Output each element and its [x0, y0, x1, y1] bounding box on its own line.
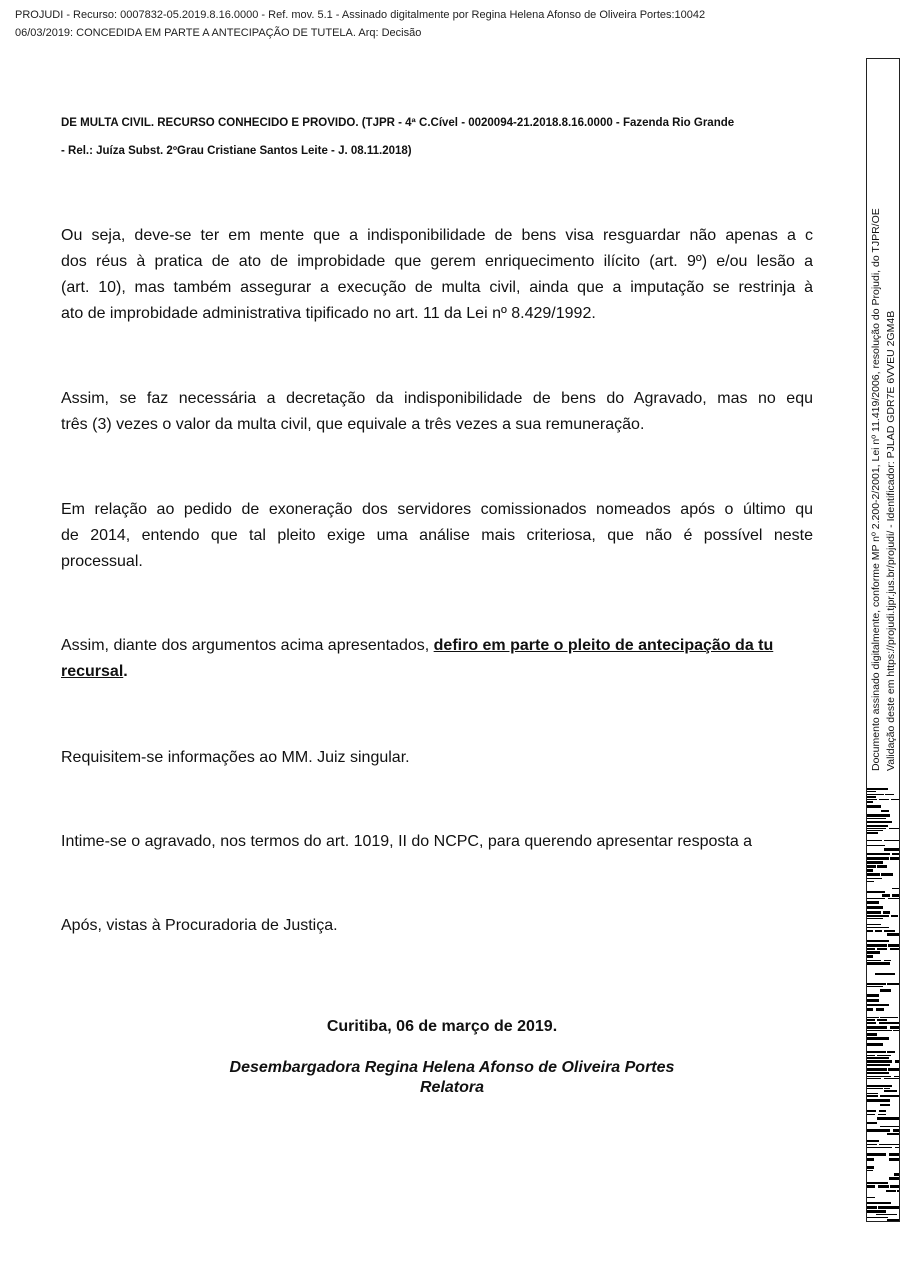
barcode-bar [867, 951, 880, 954]
barcode-bar [889, 1177, 899, 1180]
barcode-bar [867, 955, 873, 958]
paragraph-line: ato de improbidade administrativa tipificado no art. 11 da Lei nº 8.429/1992. [61, 305, 596, 322]
barcode-bar [867, 1110, 876, 1112]
citation-line-2: - Rel.: Juíza Subst. 2ºGrau Cristiane Santos Leite - J. 08.11.2018) [61, 145, 412, 157]
barcode-bar [888, 1068, 899, 1071]
barcode-bar [867, 1033, 877, 1036]
barcode-bar [867, 915, 889, 917]
barcode-bar [878, 1114, 886, 1115]
barcode-bar [867, 986, 883, 987]
barcode-bar [867, 901, 879, 904]
barcode-bar [867, 1022, 876, 1024]
barcode-bar [876, 1214, 897, 1215]
header-line-1: PROJUDI - Recurso: 0007832-05.2019.8.16.0000 - Ref. mov. 5.1 - Assinado digitalmente por Regina Helena Afonso de Oliveira Portes:10042 [15, 9, 706, 21]
barcode-bar [867, 794, 884, 795]
barcode-bar [884, 1088, 890, 1089]
paragraph-6 [61, 829, 813, 855]
barcode-bar [867, 924, 881, 925]
barcode-bar [879, 799, 889, 800]
barcode-bar [890, 948, 899, 950]
paragraph-line: (art. 10), mas também assegurar a execução de multa civil, ainda que a imputação se restrinja à [61, 279, 813, 296]
barcode-bar [876, 1008, 884, 1011]
barcode-bar [867, 906, 883, 909]
barcode-bar [867, 1037, 889, 1040]
barcode-bar [867, 1088, 883, 1089]
decision-suffix: . [123, 663, 128, 680]
barcode-bar [867, 1093, 878, 1094]
barcode-bar [895, 1060, 899, 1063]
barcode-bar [879, 1144, 899, 1145]
barcode-bar [877, 865, 887, 868]
barcode-bar [867, 918, 883, 919]
paragraph-line [61, 659, 813, 685]
barcode-bar [867, 881, 874, 882]
decision-bold-2: recursal [61, 663, 124, 680]
barcode-bar [889, 1158, 899, 1161]
barcode-bar [867, 1043, 883, 1046]
barcode-bar [875, 930, 882, 932]
barcode-bar [888, 898, 899, 899]
barcode-bar [867, 814, 890, 817]
barcode-bar [867, 818, 886, 819]
barcode-bar [867, 1076, 891, 1077]
barcode-bar [884, 1078, 899, 1079]
barcode-bar [879, 1110, 886, 1112]
barcode-bar [867, 1153, 886, 1156]
paragraph-7 [61, 913, 813, 939]
barcode-bar [880, 1095, 899, 1097]
barcode-bar [867, 1144, 877, 1145]
barcode-bar [886, 1190, 896, 1192]
barcode-bar [867, 865, 876, 868]
barcode-bar [867, 1055, 875, 1056]
barcode-bar [867, 962, 890, 965]
barcode-bar [887, 1051, 895, 1053]
place-date: Curitiba, 06 de março de 2019. [326, 1018, 558, 1035]
barcode-bar [891, 915, 898, 917]
barcode-bar [867, 1140, 879, 1142]
barcode-bar [881, 810, 889, 812]
barcode-bar [867, 1078, 881, 1079]
barcode-bar [867, 1197, 875, 1198]
barcode-bar [867, 1064, 890, 1066]
barcode-bar [867, 1114, 875, 1115]
barcode-bar [867, 960, 881, 961]
barcode-bar [867, 1217, 888, 1218]
barcode-bar [867, 944, 887, 947]
barcode-bar [867, 1099, 890, 1102]
paragraph-line: de 2014, entendo que tal pleito exige uma análise mais criteriosa, que não é possível neste [61, 527, 813, 544]
barcode-bar [887, 933, 899, 936]
barcode-bar [867, 799, 877, 800]
barcode-bar [883, 911, 890, 914]
barcode-bar [867, 873, 880, 876]
barcode-bar [884, 840, 899, 841]
paragraph-line [61, 633, 813, 659]
signer-role: Relatora [419, 1079, 485, 1096]
barcode-bar [879, 1022, 899, 1024]
paragraph-2 [61, 386, 813, 438]
stamp-line-2: Validação deste em https://projudi.tjpr.jus.br/projudi/ - Identificador: PJLAD GDR7E 6VVEU 2GM4B [885, 310, 897, 771]
barcode-bar [887, 1133, 899, 1135]
paragraph-line: Requisitem-se informações ao MM. Juiz singular. [61, 749, 410, 766]
barcode-bar [877, 1117, 899, 1120]
barcode-bar [867, 1030, 892, 1031]
paragraph-line: Em relação ao pedido de exoneração dos servidores comissionados nomeados após o último qu [61, 501, 813, 518]
barcode-bar [897, 1190, 899, 1192]
barcode-bar [867, 1182, 888, 1184]
barcode-bar [867, 1068, 887, 1071]
barcode-bar [867, 805, 881, 808]
barcode-bar [867, 1158, 874, 1161]
barcode-bar [895, 1147, 899, 1148]
barcode-bar [867, 828, 886, 829]
barcode-bar [867, 1206, 877, 1209]
paragraph-3 [61, 497, 813, 575]
barcode-bar [881, 873, 893, 876]
barcode-bar [867, 1004, 889, 1006]
barcode-bar [867, 1147, 892, 1148]
barcode-bar [884, 848, 899, 851]
barcode-bar [894, 1076, 899, 1077]
barcode-bar [867, 930, 873, 932]
barcode-bar [887, 1219, 899, 1221]
paragraph-line: processual. [61, 553, 143, 570]
barcode-bar [867, 1210, 886, 1213]
barcode-bar [867, 801, 873, 803]
barcode-bar [878, 1206, 899, 1209]
paragraph-line: dos réus à pratica de ato de improbidade que gerem enriquecimento ilícito (art. 9º) e/ou lesão a [61, 253, 813, 270]
barcode-bar [867, 999, 879, 1002]
barcode-bar [893, 1030, 899, 1031]
barcode-bar [890, 857, 899, 860]
barcode-bar [867, 821, 892, 823]
barcode-icon [867, 784, 899, 1221]
barcode-bar [867, 1166, 874, 1169]
barcode-bar [891, 799, 899, 800]
barcode-bar [867, 1019, 875, 1021]
paragraph-5 [61, 745, 813, 771]
barcode-bar [877, 1019, 887, 1021]
barcode-bar [867, 1026, 887, 1029]
decision-bold: defiro em parte o pleito de antecipação da tu [433, 637, 774, 654]
digital-signature-stamp [866, 58, 900, 1222]
barcode-bar [867, 1017, 879, 1018]
barcode-bar [867, 840, 882, 841]
barcode-bar [882, 894, 890, 897]
barcode-bar [867, 796, 876, 798]
barcode-bar [867, 1085, 892, 1087]
header-line-2: 06/03/2019: CONCEDIDA EM PARTE A ANTECIPAÇÃO DE TUTELA. Arq: Decisão [15, 27, 422, 39]
barcode-bar [890, 1185, 899, 1188]
decision-prefix: Assim, diante dos argumentos acima apresentados, [61, 637, 434, 654]
barcode-bar [867, 1057, 889, 1059]
barcode-bar [884, 960, 891, 961]
barcode-bar [867, 1008, 873, 1011]
barcode-bar [867, 832, 878, 834]
barcode-bar [867, 869, 873, 872]
barcode-bar [877, 1055, 891, 1056]
barcode-bar [884, 1090, 897, 1092]
barcode-bar [867, 1122, 877, 1124]
barcode-bar [880, 989, 891, 992]
barcode-bar [867, 845, 885, 846]
barcode-bar [889, 1153, 899, 1156]
paragraph-line: Intime-se o agravado, nos termos do art. 1019, II do NCPC, para querendo apresentar resposta a [61, 833, 753, 850]
barcode-bar [867, 857, 889, 860]
barcode-bar [867, 1060, 892, 1063]
barcode-bar [867, 948, 875, 950]
barcode-bar [875, 973, 895, 975]
stamp-line-1: Documento assinado digitalmente, conforme MP nº 2.200-2/2001, Lei nº 11.419/2006, resolução do Projudi, do TJPR/OE [870, 208, 882, 771]
barcode-bar [867, 861, 883, 864]
paragraph-line: Ou seja, deve-se ter em mente que a indisponibilidade de bens visa resguardar não apenas a c [61, 227, 813, 244]
barcode-bar [893, 1129, 899, 1132]
stamp-text [869, 58, 900, 771]
barcode-bar [892, 888, 899, 889]
barcode-bar [880, 1017, 898, 1018]
paragraph-1 [61, 223, 813, 327]
barcode-bar [887, 983, 899, 985]
barcode-bar [880, 1126, 899, 1127]
paragraph-line: três (3) vezes o valor da multa civil, que equivale a três vezes a sua remuneração. [61, 416, 645, 433]
citation-line-1: DE MULTA CIVIL. RECURSO CONHECIDO E PROVIDO. (TJPR - 4ª C.Cível - 0020094-21.2018.8.16.0000 - Fazenda Rio Grande [61, 117, 735, 129]
barcode-bar [892, 853, 899, 855]
barcode-bar [885, 794, 894, 795]
paragraph-line: Após, vistas à Procuradoria de Justiça. [61, 917, 338, 934]
barcode-bar [877, 948, 887, 950]
barcode-bar [867, 853, 890, 855]
document-header [15, 6, 705, 42]
barcode-bar [867, 911, 881, 914]
barcode-bar [867, 825, 888, 827]
barcode-bar [867, 791, 876, 792]
barcode-bar [867, 1170, 873, 1171]
barcode-bar [867, 1129, 890, 1132]
signer-name: Desembargadora Regina Helena Afonso de Oliveira Portes [229, 1059, 675, 1076]
barcode-bar [890, 1026, 899, 1029]
barcode-bar [867, 927, 889, 928]
barcode-bar [892, 894, 899, 897]
barcode-bar [867, 788, 888, 790]
barcode-bar [884, 930, 895, 932]
barcode-bar [867, 1202, 891, 1204]
barcode-bar [867, 1185, 875, 1188]
barcode-bar [867, 898, 885, 899]
barcode-bar [867, 1095, 878, 1097]
paragraph-4 [61, 633, 813, 685]
barcode-bar [880, 1104, 890, 1106]
barcode-bar [867, 1072, 889, 1074]
paragraph-line: Assim, se faz necessária a decretação da indisponibilidade de bens do Agravado, mas no equ [61, 390, 813, 407]
barcode-bar [867, 891, 885, 893]
barcode-bar [889, 828, 899, 829]
barcode-bar [867, 940, 889, 942]
barcode-bar [878, 1185, 889, 1188]
barcode-bar [867, 1051, 886, 1053]
barcode-bar [867, 983, 886, 985]
barcode-bar [867, 994, 879, 997]
barcode-bar [867, 830, 883, 831]
barcode-bar [867, 878, 882, 879]
barcode-bar [894, 1173, 899, 1176]
barcode-bar [888, 944, 899, 947]
